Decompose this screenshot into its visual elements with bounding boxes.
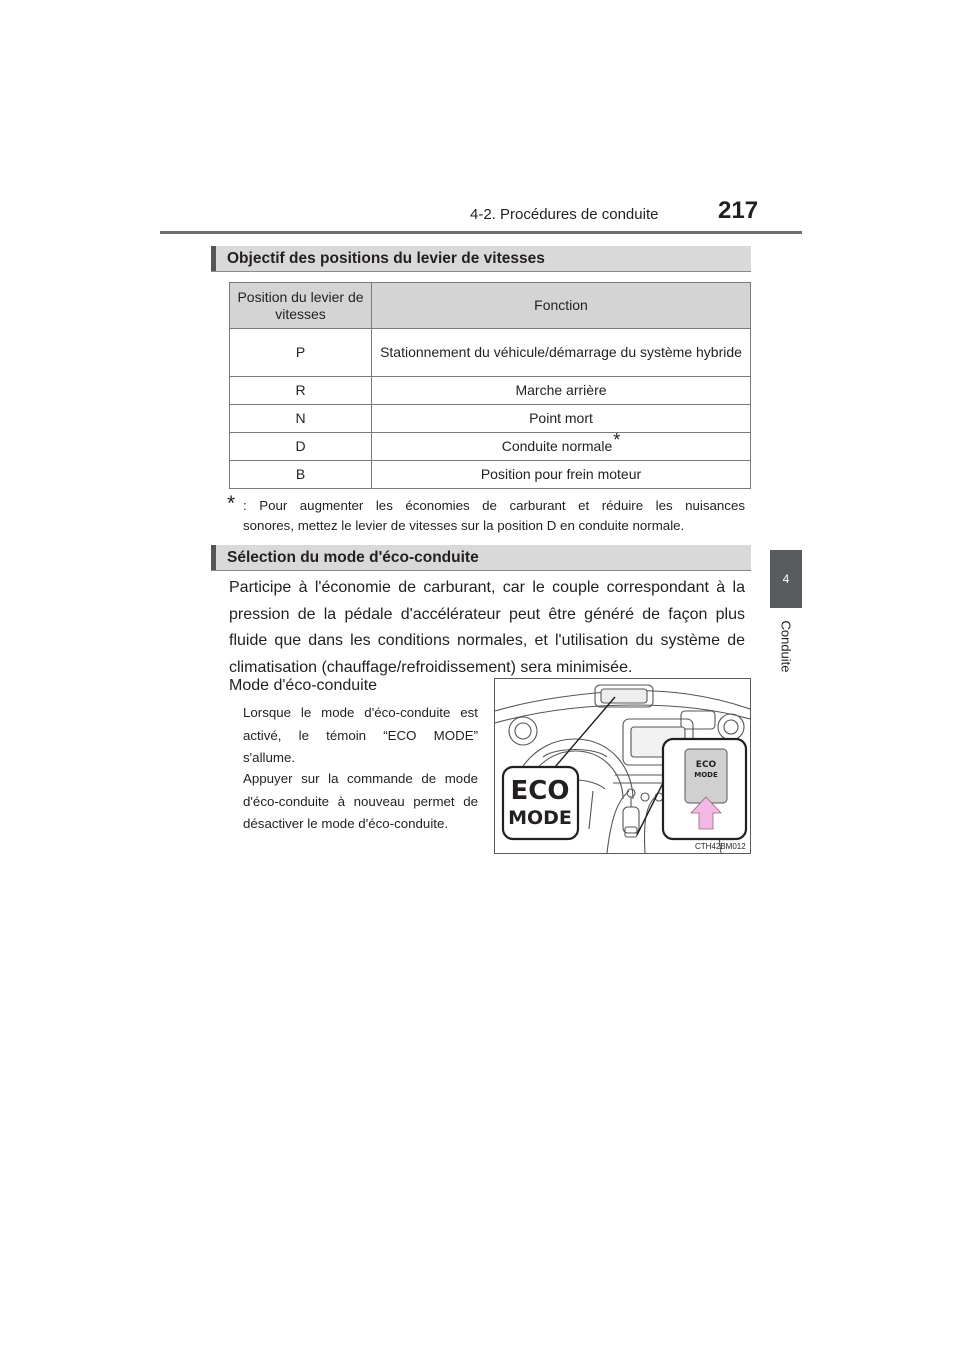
button-label-line2: MODE — [694, 771, 718, 779]
button-label-line1: ECO — [695, 760, 717, 770]
cell-position: R — [230, 377, 372, 405]
page-number: 217 — [718, 197, 759, 224]
table-header-position: Position du levier de vitesses — [230, 283, 372, 329]
table-row — [230, 377, 751, 405]
cell-function — [372, 430, 751, 461]
cell-function: Marche arrière — [372, 377, 751, 405]
header-title: 4-2. Procédures de conduite — [470, 206, 659, 223]
gear-position-table — [229, 282, 751, 489]
cell-function: Stationnement du véhicule/démarrage du système hybride — [372, 329, 751, 377]
section-heading-gear-positions — [211, 246, 751, 272]
eco-mode-description: Participe à l'économie de carburant, car le couple correspondant à la pression de la pédale d'accélérateur peut être généré de façon plus fluide que dans les conditions normales, et l'utilisation du système de climatisation (chauffage/refroidissement) sera minimisée. — [229, 579, 745, 676]
header-divider — [160, 231, 802, 234]
cell-position: D — [230, 433, 372, 461]
table-row — [230, 405, 751, 433]
footnote-star: * — [227, 492, 236, 515]
eco-label-line2: MODE — [508, 807, 572, 829]
footnote-line-1: : Pour augmenter les économies de carburant et réduire les nuisances — [243, 498, 745, 513]
section-heading-eco-mode — [211, 545, 751, 571]
eco-mode-illustration — [494, 678, 751, 854]
table-row — [230, 461, 751, 489]
dashboard-drawing — [495, 679, 750, 853]
cell-position: B — [230, 461, 372, 489]
section-title: Sélection du mode d'éco-conduite — [227, 549, 479, 566]
figure-code: CTH42BM012 — [695, 842, 746, 851]
chapter-number: 4 — [782, 572, 790, 586]
chapter-label-text: Conduite — [778, 619, 794, 673]
footnote-line-2: sonores, mettez le levier de vitesses sur la position D en conduite normale. — [243, 518, 685, 533]
cell-position: P — [230, 329, 372, 377]
eco-mode-subheading: Mode d'éco-conduite — [229, 677, 378, 694]
cell-function: Point mort — [372, 405, 751, 433]
chapter-tab — [770, 550, 802, 608]
callout-line-switch — [637, 779, 665, 835]
table-row — [230, 433, 751, 461]
footnote-marker: * — [613, 430, 621, 450]
eco-label-line1: ECO — [510, 776, 570, 806]
table-header-row — [230, 283, 751, 329]
footnote — [227, 492, 745, 536]
cell-position: N — [230, 405, 372, 433]
table-header-function: Fonction — [372, 283, 751, 329]
eco-mode-off-text: Appuyer sur la commande de mode d'éco-conduite à nouveau permet de désactiver le mode d'éco-conduite. — [243, 771, 478, 831]
section-title: Objectif des positions du levier de vitesses — [227, 250, 545, 267]
chapter-label — [764, 616, 808, 676]
cell-function: Position pour frein moteur — [372, 461, 751, 489]
table-row — [230, 329, 751, 377]
cell-function-text: Conduite normale — [501, 438, 613, 454]
eco-mode-on-text: Lorsque le mode d'éco-conduite est activé, le témoin “ECO MODE” s'allume. — [243, 705, 478, 765]
